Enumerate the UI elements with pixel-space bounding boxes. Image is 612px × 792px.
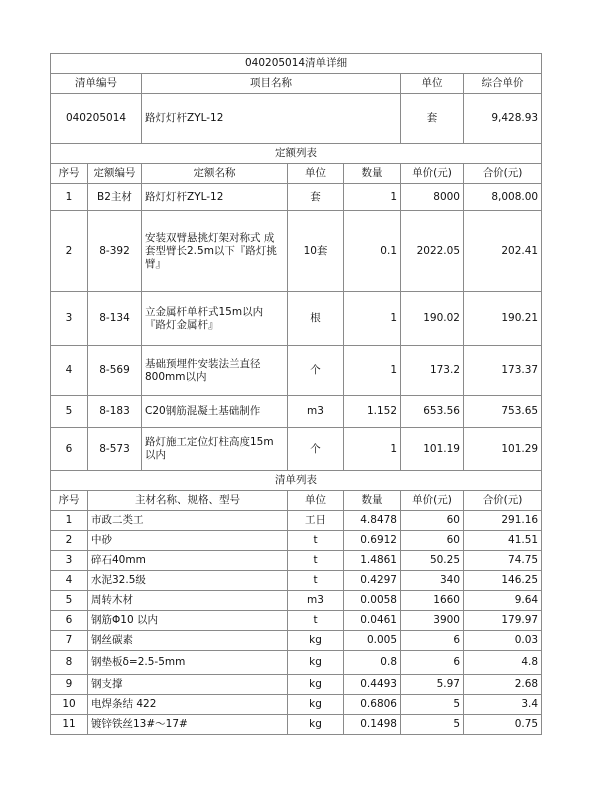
material-price: 1660 (401, 591, 464, 611)
material-no: 7 (51, 631, 88, 651)
material-name: 中砂 (88, 531, 288, 551)
material-total: 291.16 (464, 511, 542, 531)
material-unit: t (288, 571, 344, 591)
material-total: 0.75 (464, 715, 542, 735)
quota-no: 6 (51, 428, 88, 471)
quota-no: 4 (51, 346, 88, 396)
material-unit: kg (288, 675, 344, 695)
material-row (51, 531, 542, 551)
quota-qty: 1 (344, 184, 401, 211)
quota-no: 2 (51, 211, 88, 292)
materials-col-name: 主材名称、规格、型号 (88, 491, 288, 511)
material-total: 146.25 (464, 571, 542, 591)
quota-row (51, 396, 542, 428)
material-unit: t (288, 551, 344, 571)
quota-row (51, 428, 542, 471)
materials-section-title: 清单列表 (51, 471, 542, 491)
material-row (51, 675, 542, 695)
material-qty: 0.0461 (344, 611, 401, 631)
material-total: 41.51 (464, 531, 542, 551)
quota-name: 立金属杆单杆式15m以内『路灯金属杆』 (142, 292, 288, 346)
material-total: 179.97 (464, 611, 542, 631)
quota-price: 101.19 (401, 428, 464, 471)
detail-table (50, 53, 542, 735)
material-row (51, 551, 542, 571)
quota-unit: 个 (288, 346, 344, 396)
materials-col-total: 合价(元) (464, 491, 542, 511)
material-name: 碎石40mm (88, 551, 288, 571)
quota-qty: 0.1 (344, 211, 401, 292)
quota-row (51, 211, 542, 292)
header-col-code: 清单编号 (51, 74, 142, 94)
quota-row (51, 346, 542, 396)
quota-total: 190.21 (464, 292, 542, 346)
material-unit: t (288, 531, 344, 551)
quota-code: 8-392 (88, 211, 142, 292)
quota-unit: 根 (288, 292, 344, 346)
quota-unit: 套 (288, 184, 344, 211)
material-qty: 0.4297 (344, 571, 401, 591)
item-price: 9,428.93 (464, 94, 542, 144)
quota-col-unit: 单位 (288, 164, 344, 184)
quota-name: C20钢筋混凝土基础制作 (142, 396, 288, 428)
quota-qty: 1.152 (344, 396, 401, 428)
material-no: 9 (51, 675, 88, 695)
material-no: 5 (51, 591, 88, 611)
material-qty: 4.8478 (344, 511, 401, 531)
quota-no: 3 (51, 292, 88, 346)
material-price: 6 (401, 631, 464, 651)
material-price: 60 (401, 511, 464, 531)
table-title: 040205014清单详细 (51, 54, 542, 74)
quota-price: 653.56 (401, 396, 464, 428)
quota-code: B2主材 (88, 184, 142, 211)
material-no: 2 (51, 531, 88, 551)
quota-unit: 个 (288, 428, 344, 471)
material-name: 钢筋Φ10 以内 (88, 611, 288, 631)
quota-qty: 1 (344, 428, 401, 471)
quota-col-name: 定额名称 (142, 164, 288, 184)
material-name: 水泥32.5级 (88, 571, 288, 591)
quota-col-price: 单价(元) (401, 164, 464, 184)
material-qty: 0.6806 (344, 695, 401, 715)
quota-total: 101.29 (464, 428, 542, 471)
quota-col-code: 定额编号 (88, 164, 142, 184)
material-row (51, 571, 542, 591)
item-code: 040205014 (51, 94, 142, 144)
material-row (51, 591, 542, 611)
material-row (51, 611, 542, 631)
material-no: 6 (51, 611, 88, 631)
quota-code: 8-183 (88, 396, 142, 428)
materials-col-qty: 数量 (344, 491, 401, 511)
header-col-unit: 单位 (401, 74, 464, 94)
material-qty: 0.005 (344, 631, 401, 651)
quota-row (51, 184, 542, 211)
material-unit: kg (288, 631, 344, 651)
quota-qty: 1 (344, 346, 401, 396)
materials-col-price: 单价(元) (401, 491, 464, 511)
material-row (51, 511, 542, 531)
quota-code: 8-573 (88, 428, 142, 471)
material-qty: 0.6912 (344, 531, 401, 551)
material-price: 50.25 (401, 551, 464, 571)
material-price: 5 (401, 695, 464, 715)
material-no: 3 (51, 551, 88, 571)
material-no: 4 (51, 571, 88, 591)
material-no: 11 (51, 715, 88, 735)
materials-col-no: 序号 (51, 491, 88, 511)
material-name: 电焊条结 422 (88, 695, 288, 715)
quota-no: 5 (51, 396, 88, 428)
material-qty: 0.8 (344, 651, 401, 675)
material-row (51, 695, 542, 715)
material-unit: kg (288, 715, 344, 735)
material-total: 0.03 (464, 631, 542, 651)
material-unit: t (288, 611, 344, 631)
material-total: 3.4 (464, 695, 542, 715)
material-unit: kg (288, 651, 344, 675)
material-qty: 0.4493 (344, 675, 401, 695)
material-name: 镀锌铁丝13#～17# (88, 715, 288, 735)
item-name: 路灯灯杆ZYL-12 (142, 94, 401, 144)
material-no: 10 (51, 695, 88, 715)
material-unit: kg (288, 695, 344, 715)
material-no: 8 (51, 651, 88, 675)
quota-col-qty: 数量 (344, 164, 401, 184)
quota-section-title: 定额列表 (51, 144, 542, 164)
material-total: 4.8 (464, 651, 542, 675)
quota-total: 8,008.00 (464, 184, 542, 211)
quota-price: 2022.05 (401, 211, 464, 292)
quota-total: 173.37 (464, 346, 542, 396)
header-col-price: 综合单价 (464, 74, 542, 94)
material-price: 3900 (401, 611, 464, 631)
header-col-name: 项目名称 (142, 74, 401, 94)
material-total: 9.64 (464, 591, 542, 611)
materials-col-unit: 单位 (288, 491, 344, 511)
material-name: 钢垫板δ=2.5-5mm (88, 651, 288, 675)
quota-total: 202.41 (464, 211, 542, 292)
quota-name: 路灯施工定位灯柱高度15m以内 (142, 428, 288, 471)
material-unit: m3 (288, 591, 344, 611)
quota-unit: m3 (288, 396, 344, 428)
quota-total: 753.65 (464, 396, 542, 428)
material-total: 74.75 (464, 551, 542, 571)
quota-code: 8-134 (88, 292, 142, 346)
quota-name: 安装双臂悬挑灯架对称式 成套型臂长2.5m以下『路灯挑臂』 (142, 211, 288, 292)
material-qty: 0.1498 (344, 715, 401, 735)
material-name: 钢丝碳素 (88, 631, 288, 651)
material-row (51, 631, 542, 651)
quota-price: 173.2 (401, 346, 464, 396)
material-qty: 1.4861 (344, 551, 401, 571)
material-unit: 工日 (288, 511, 344, 531)
quota-qty: 1 (344, 292, 401, 346)
material-price: 5 (401, 715, 464, 735)
material-price: 60 (401, 531, 464, 551)
material-name: 市政二类工 (88, 511, 288, 531)
material-price: 5.97 (401, 675, 464, 695)
quota-name: 基础预埋件安装法兰直径800mm以内 (142, 346, 288, 396)
quota-code: 8-569 (88, 346, 142, 396)
material-name: 周转木材 (88, 591, 288, 611)
quota-row (51, 292, 542, 346)
quota-no: 1 (51, 184, 88, 211)
material-name: 钢支撑 (88, 675, 288, 695)
quota-col-no: 序号 (51, 164, 88, 184)
material-price: 340 (401, 571, 464, 591)
quota-unit: 10套 (288, 211, 344, 292)
quota-price: 190.02 (401, 292, 464, 346)
quota-price: 8000 (401, 184, 464, 211)
quota-name: 路灯灯杆ZYL-12 (142, 184, 288, 211)
material-total: 2.68 (464, 675, 542, 695)
material-price: 6 (401, 651, 464, 675)
material-no: 1 (51, 511, 88, 531)
material-qty: 0.0058 (344, 591, 401, 611)
item-unit: 套 (401, 94, 464, 144)
material-row (51, 715, 542, 735)
quota-col-total: 合价(元) (464, 164, 542, 184)
material-row (51, 651, 542, 675)
